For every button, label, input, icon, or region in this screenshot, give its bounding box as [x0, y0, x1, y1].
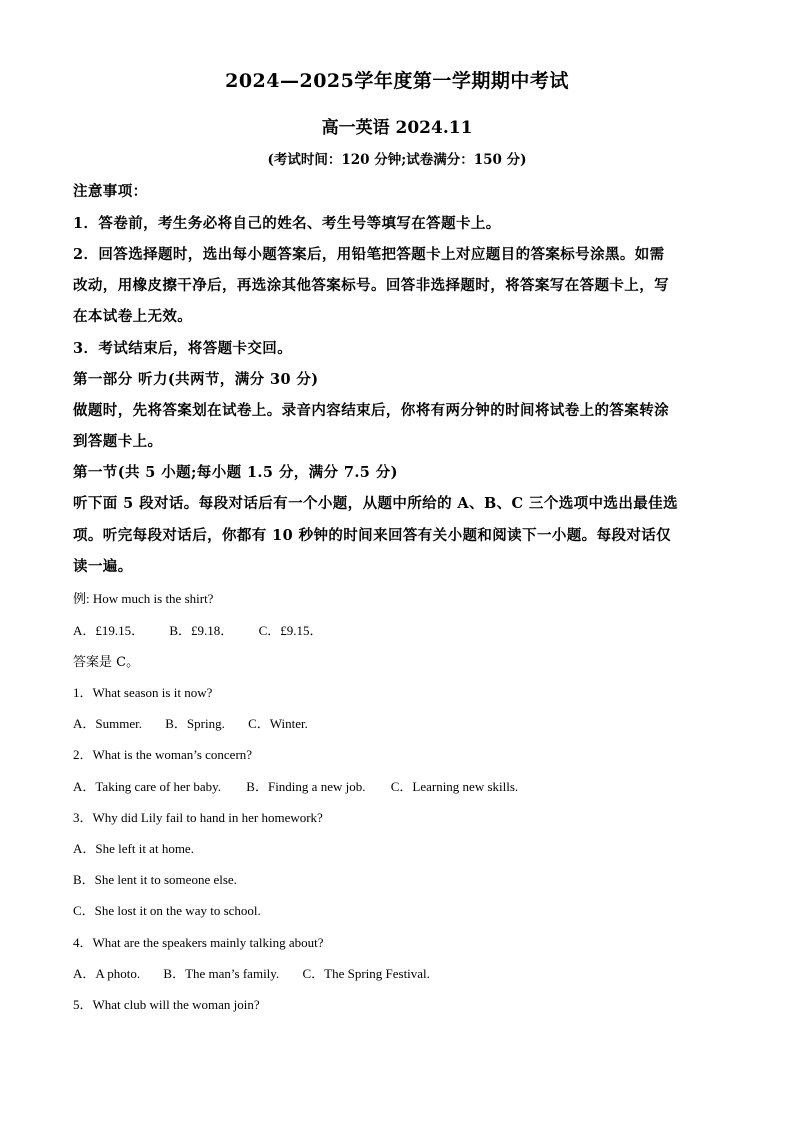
section1-instruction: 听下面 5 段对话。每段对话后有一个小题，从题中所给的 A、B、C 三个选项中选出最佳选 — [73, 495, 678, 512]
question-2: 2．What is the woman’s concern? — [73, 747, 253, 762]
part1-instruction: 到答题卡上。 — [73, 433, 163, 450]
option-b: B．The man’s family. — [163, 966, 280, 981]
notice-item: 在本试卷上无效。 — [73, 308, 193, 325]
notice-item: 改动，用橡皮擦干净后，再选涂其他答案标号。回答非选择题时，将答案写在答题卡上，写 — [73, 277, 669, 294]
part1-instruction: 做题时，先将答案划在试卷上。录音内容结束后，你将有两分钟的时间将试卷上的答案转涂 — [73, 402, 669, 419]
option-a: A．Taking care of her baby. — [73, 779, 222, 794]
section1-instruction: 项。听完每段对话后，你都有 10 秒钟的时间来回答有关小题和阅读下一小题。每段对话仅 — [73, 527, 672, 544]
option-b: B．Finding a new job. — [246, 779, 366, 794]
question-5: 5．What club will the woman join? — [73, 997, 260, 1012]
notice-item: 3．考试结束后，将答题卡交回。 — [73, 340, 293, 357]
exam-info: (考试时间：120 分钟;试卷满分：150 分) — [267, 152, 527, 168]
example-answer: 答案是 C。 — [73, 655, 140, 670]
question-1: 1．What season is it now? — [73, 685, 213, 700]
example-options — [73, 620, 322, 639]
question-1-options — [73, 713, 308, 732]
example-question: 例: How much is the shirt? — [73, 591, 214, 606]
exam-subtitle: 高一英语 2024.11 — [321, 118, 473, 138]
option-b: B．Spring. — [165, 716, 225, 731]
question-3-option-c: C．She lost it on the way to school. — [73, 903, 261, 918]
option-c: C．£9.15． — [258, 623, 323, 638]
question-4-options — [73, 963, 430, 982]
question-4: 4．What are the speakers mainly talking about? — [73, 935, 324, 950]
notice-heading: 注意事项： — [73, 183, 148, 200]
question-2-options — [73, 776, 518, 795]
option-a: A．A photo. — [73, 966, 141, 981]
notice-item: 1．答卷前，考生务必将自己的姓名、考生号等填写在答题卡上。 — [73, 215, 501, 232]
part1-heading: 第一部分 听力(共两节，满分 30 分) — [73, 371, 319, 388]
question-3-option-a: A．She left it at home. — [73, 841, 194, 856]
question-3-option-b: B．She lent it to someone else. — [73, 872, 237, 887]
notice-item: 2．回答选择题时，选出每小题答案后，用铅笔把答题卡上对应题目的答案标号涂黑。如需 — [73, 246, 665, 263]
exam-title: 2024—2025学年度第一学期期中考试 — [225, 70, 569, 92]
section1-heading: 第一节(共 5 小题;每小题 1.5 分，满分 7.5 分) — [73, 464, 398, 481]
option-c: C．Learning new skills. — [390, 779, 519, 794]
option-b: B．£9.18． — [169, 623, 234, 638]
section1-instruction: 读一遍。 — [73, 558, 133, 575]
option-a: A．£19.15． — [73, 623, 145, 638]
option-c: C．Winter. — [248, 716, 308, 731]
question-3: 3．Why did Lily fail to hand in her homework? — [73, 810, 323, 825]
option-a: A．Summer. — [73, 716, 142, 731]
option-c: C．The Spring Festival. — [302, 966, 430, 981]
